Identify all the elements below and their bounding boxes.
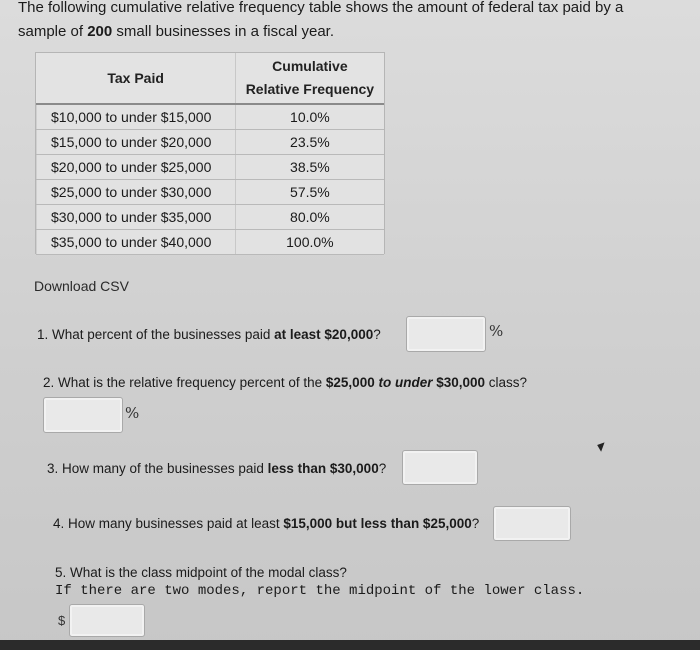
- range-cell: $30,000 to under $35,000: [37, 205, 236, 230]
- q2-percent-unit: %: [125, 404, 140, 422]
- q5-answer-input[interactable]: [69, 604, 145, 637]
- q2-bold1: $25,000: [325, 375, 375, 390]
- range-cell: $15,000 to under $20,000: [37, 130, 236, 155]
- question-2: [43, 375, 527, 390]
- question-5-note: If there are two modes, report the midpoint of the lower class.: [55, 583, 585, 599]
- q2-end: class?: [485, 375, 528, 390]
- intro-text: [18, 0, 658, 44]
- range-cell: $25,000 to under $30,000: [37, 180, 236, 205]
- range-cell: $20,000 to under $25,000: [37, 155, 236, 180]
- range-cell: $10,000 to under $15,000: [37, 104, 236, 130]
- q2-italic: to under: [374, 375, 437, 390]
- question-3: [47, 461, 386, 476]
- header-line2: Relative Frequency: [245, 81, 375, 97]
- question-4: [53, 516, 479, 531]
- q1-answer-input[interactable]: [406, 316, 486, 352]
- range-cell: $35,000 to under $40,000: [37, 230, 236, 255]
- header-tax-paid: Tax Paid: [37, 53, 236, 104]
- q1-text: 1. What percent of the businesses paid: [37, 327, 275, 342]
- intro-part1: The following cumulative relative frequency table shows the amount of federal tax paid by a sample of: [18, 0, 624, 40]
- value-cell: 57.5%: [235, 180, 384, 205]
- q2-text: 2. What is the relative frequency percent of the: [43, 375, 326, 390]
- q4-answer-input[interactable]: [493, 506, 571, 541]
- q2-answer-input[interactable]: [43, 397, 123, 433]
- q5-dollar-unit: $: [58, 613, 66, 628]
- value-cell: 38.5%: [235, 155, 384, 180]
- table-row: [37, 180, 385, 205]
- value-cell: 23.5%: [235, 130, 384, 155]
- header-cumulative-relative-frequency: [235, 53, 384, 104]
- question-1: [37, 327, 381, 342]
- value-cell: 100.0%: [235, 230, 384, 255]
- q1-percent-unit: %: [489, 322, 504, 340]
- download-csv-link[interactable]: Download CSV: [34, 278, 129, 294]
- q2-bold2: $30,000: [436, 375, 486, 390]
- q4-end: ?: [471, 516, 480, 531]
- q3-bold: less than $30,000: [267, 461, 379, 476]
- intro-sample-size: 200: [87, 23, 113, 40]
- mouse-cursor-icon: [595, 440, 604, 451]
- header-line1: Cumulative: [272, 58, 348, 74]
- table-row: [37, 130, 385, 155]
- q3-answer-input[interactable]: [402, 450, 478, 485]
- q1-bold: at least $20,000: [274, 327, 374, 342]
- table-row: [37, 230, 385, 255]
- q3-text: 3. How many of the businesses paid: [47, 461, 268, 476]
- value-cell: 10.0%: [235, 104, 384, 130]
- table-row: [37, 104, 385, 130]
- intro-part2: small businesses in a fiscal year.: [112, 23, 334, 40]
- table-row: [37, 205, 385, 230]
- q4-text: 4. How many businesses paid at least: [53, 516, 284, 531]
- q3-end: ?: [378, 461, 387, 476]
- question-5: 5. What is the class midpoint of the modal class?: [55, 565, 347, 580]
- frequency-table: [35, 52, 385, 254]
- q1-end: ?: [373, 327, 381, 342]
- bottom-edge-bar: [0, 640, 700, 650]
- value-cell: 80.0%: [235, 205, 384, 230]
- table-row: [37, 155, 385, 180]
- q4-bold: $15,000 but less than $25,000: [283, 516, 472, 531]
